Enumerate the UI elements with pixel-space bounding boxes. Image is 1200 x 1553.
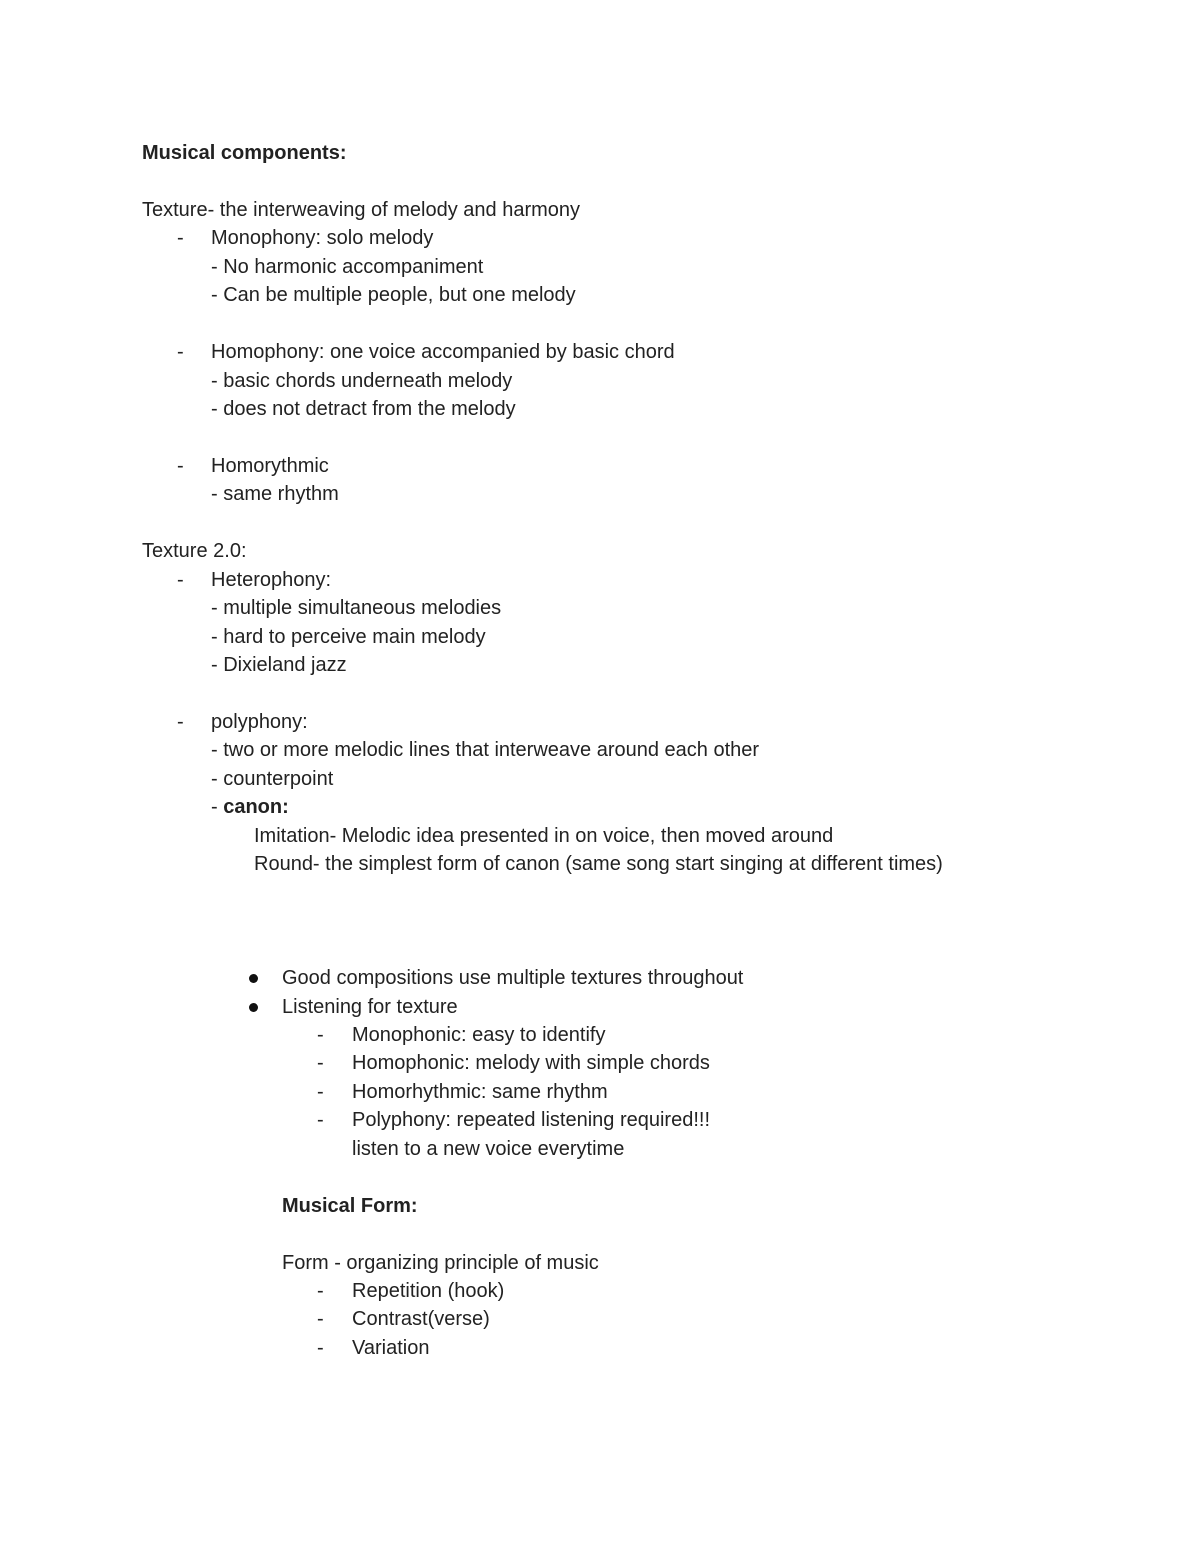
note-line: listen to a new voice everytime bbox=[352, 1138, 625, 1160]
note-line: - two or more melodic lines that interweave around each other bbox=[211, 739, 760, 761]
note-line: Polyphony: repeated listening required!!! bbox=[352, 1109, 711, 1131]
note-line: - same rhythm bbox=[211, 483, 339, 505]
note-line: - multiple simultaneous melodies bbox=[211, 597, 502, 619]
note-line: - Can be multiple people, but one melody bbox=[211, 284, 576, 306]
bullet-icon bbox=[249, 1003, 258, 1012]
section-heading: Musical components: bbox=[142, 142, 347, 164]
dash-marker: - bbox=[317, 1337, 324, 1359]
note-line: - Dixieland jazz bbox=[211, 654, 347, 676]
note-line: - hard to perceive main melody bbox=[211, 626, 486, 648]
dash-marker: - bbox=[317, 1081, 324, 1103]
bold-term: canon: bbox=[223, 796, 289, 818]
note-line: Good compositions use multiple textures throughout bbox=[282, 967, 744, 989]
dash-marker: - bbox=[317, 1109, 324, 1131]
bullet-icon bbox=[249, 974, 258, 983]
note-line: Texture 2.0: bbox=[142, 540, 247, 562]
dash-marker: - bbox=[177, 341, 184, 363]
note-line: Round- the simplest form of canon (same song start singing at different times) bbox=[254, 853, 943, 875]
note-line: polyphony: bbox=[211, 711, 308, 733]
dash-marker: - bbox=[177, 455, 184, 477]
note-line: - No harmonic accompaniment bbox=[211, 256, 484, 278]
note-line: Homophony: one voice accompanied by basic chord bbox=[211, 341, 675, 363]
note-line: Texture- the interweaving of melody and harmony bbox=[142, 199, 581, 221]
dash-marker: - bbox=[177, 711, 184, 733]
note-line: Imitation- Melodic idea presented in on voice, then moved around bbox=[254, 825, 834, 847]
note-line: Contrast(verse) bbox=[352, 1308, 490, 1330]
note-line: Homorythmic bbox=[211, 455, 329, 477]
note-line: - counterpoint bbox=[211, 768, 334, 790]
note-line: - does not detract from the melody bbox=[211, 398, 516, 420]
dash-marker: - bbox=[177, 227, 184, 249]
note-line: Heterophony: bbox=[211, 569, 332, 591]
note-line: Form - organizing principle of music bbox=[282, 1252, 599, 1274]
dash-marker: - bbox=[317, 1024, 324, 1046]
note-line: Listening for texture bbox=[282, 996, 458, 1018]
note-line: Monophony: solo melody bbox=[211, 227, 434, 249]
note-line: Homorhythmic: same rhythm bbox=[352, 1081, 608, 1103]
note-line: Monophonic: easy to identify bbox=[352, 1024, 606, 1046]
note-line: Variation bbox=[352, 1337, 430, 1359]
dash-marker: - bbox=[317, 1280, 324, 1302]
note-line: Homophonic: melody with simple chords bbox=[352, 1052, 710, 1074]
note-line: - canon: bbox=[211, 796, 289, 818]
note-line: Repetition (hook) bbox=[352, 1280, 505, 1302]
dash-marker: - bbox=[317, 1308, 324, 1330]
dash-marker: - bbox=[317, 1052, 324, 1074]
note-line: - basic chords underneath melody bbox=[211, 370, 513, 392]
dash-marker: - bbox=[177, 569, 184, 591]
section-heading: Musical Form: bbox=[282, 1195, 418, 1217]
